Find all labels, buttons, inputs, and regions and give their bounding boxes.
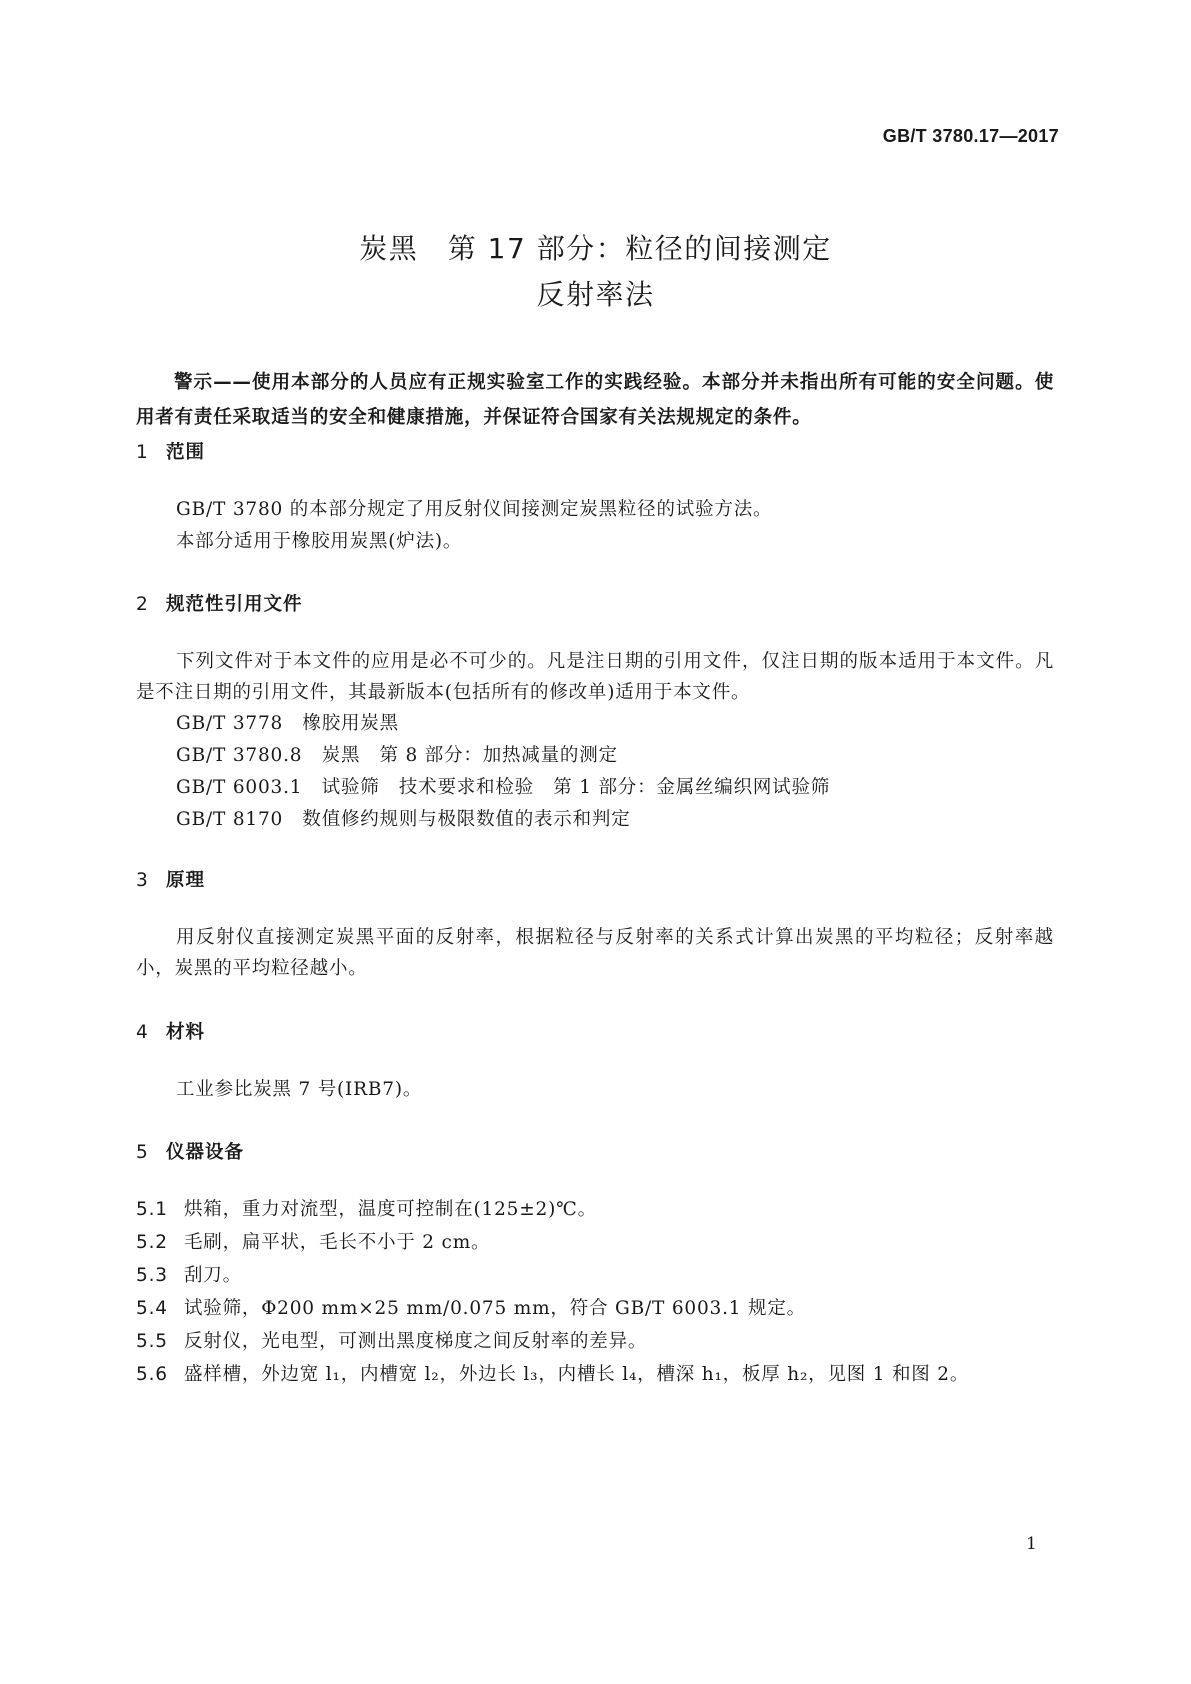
clause-5-6 xyxy=(136,1360,969,1386)
clause-text: 毛刷，扁平状，毛长不小于 2 cm。 xyxy=(184,1232,491,1253)
section-number: 5 xyxy=(136,1142,149,1163)
clause-5-1 xyxy=(136,1195,597,1221)
clause-number: 5.6 xyxy=(136,1364,168,1385)
title-line-2: 反射率法 xyxy=(536,278,655,311)
section-number: 4 xyxy=(136,1022,149,1043)
section-title: 原理 xyxy=(166,870,206,891)
section-title: 仪器设备 xyxy=(166,1142,245,1163)
reference-item: GB/T 6003.1 试验筛 技术要求和检验 第 1 部分：金属丝编织网试验筛 xyxy=(176,777,831,798)
page-number: 1 xyxy=(1026,1534,1037,1554)
section-number: 1 xyxy=(136,442,149,463)
title-line-1: 炭黑 第 17 部分：粒径的间接测定 xyxy=(359,232,832,265)
clause-5-4 xyxy=(136,1294,806,1320)
section-title: 规范性引用文件 xyxy=(166,594,303,615)
section-3-body: 用反射仪直接测定炭黑平面的反射率，根据粒径与反射率的关系式计算出炭黑的平均粒径；反射率越小，炭黑的平均粒径越小。 xyxy=(136,927,1054,979)
section-heading-4 xyxy=(136,1018,205,1044)
safety-warning: 警示——使用本部分的人员应有正规实验室工作的实践经验。本部分并未指出所有可能的安全问题。使用者有责任采取适当的安全和健康措施，并保证符合国家有关法规规定的条件。 xyxy=(136,372,1054,428)
paragraph: 本部分适用于橡胶用炭黑(炉法)。 xyxy=(176,531,463,552)
clause-5-3 xyxy=(136,1261,242,1287)
section-title: 范围 xyxy=(166,442,206,463)
normative-references xyxy=(136,708,1054,836)
section-title: 材料 xyxy=(166,1022,206,1043)
paragraph: GB/T 3780 的本部分规定了用反射仪间接测定炭黑粒径的试验方法。 xyxy=(176,499,773,520)
clause-number: 5.5 xyxy=(136,1331,168,1352)
paragraph: 工业参比炭黑 7 号(IRB7)。 xyxy=(176,1079,423,1100)
section-4-body xyxy=(136,1074,1054,1106)
section-heading-5 xyxy=(136,1138,244,1164)
clause-5-2 xyxy=(136,1228,490,1254)
document-title xyxy=(0,226,1191,318)
reference-item: GB/T 8170 数值修约规则与极限数值的表示和判定 xyxy=(176,809,631,830)
section-heading-1 xyxy=(136,438,205,464)
clause-text: 烘箱，重力对流型，温度可控制在(125±2)℃。 xyxy=(184,1199,597,1220)
clause-text: 刮刀。 xyxy=(184,1265,242,1286)
section-number: 2 xyxy=(136,594,149,615)
clause-number: 5.2 xyxy=(136,1232,168,1253)
section-heading-2 xyxy=(136,590,303,616)
clause-text: 试验筛，Φ200 mm×25 mm/0.075 mm，符合 GB/T 6003.1 规定。 xyxy=(184,1298,806,1319)
clause-number: 5.1 xyxy=(136,1199,168,1220)
section-2-intro: 下列文件对于本文件的应用是必不可少的。凡是注日期的引用文件，仅注日期的版本适用于本文件。凡是不注日期的引用文件，其最新版本(包括所有的修改单)适用于本文件。 xyxy=(136,651,1054,703)
clause-text: 反射仪，光电型，可测出黑度梯度之间反射率的差异。 xyxy=(184,1331,648,1352)
clause-5-5 xyxy=(136,1327,647,1353)
clause-number: 5.4 xyxy=(136,1298,168,1319)
section-heading-3 xyxy=(136,866,205,892)
reference-item: GB/T 3780.8 炭黑 第 8 部分：加热减量的测定 xyxy=(176,745,618,766)
standard-code: GB/T 3780.17—2017 xyxy=(882,126,1059,146)
reference-item: GB/T 3778 橡胶用炭黑 xyxy=(176,713,399,734)
section-1-body xyxy=(136,494,1054,558)
clause-number: 5.3 xyxy=(136,1265,168,1286)
section-number: 3 xyxy=(136,870,149,891)
clause-text: 盛样槽，外边宽 l₁，内槽宽 l₂，外边长 l₃，内槽长 l₄，槽深 h₁，板厚 h₂，见图 1 和图 2。 xyxy=(184,1364,970,1385)
